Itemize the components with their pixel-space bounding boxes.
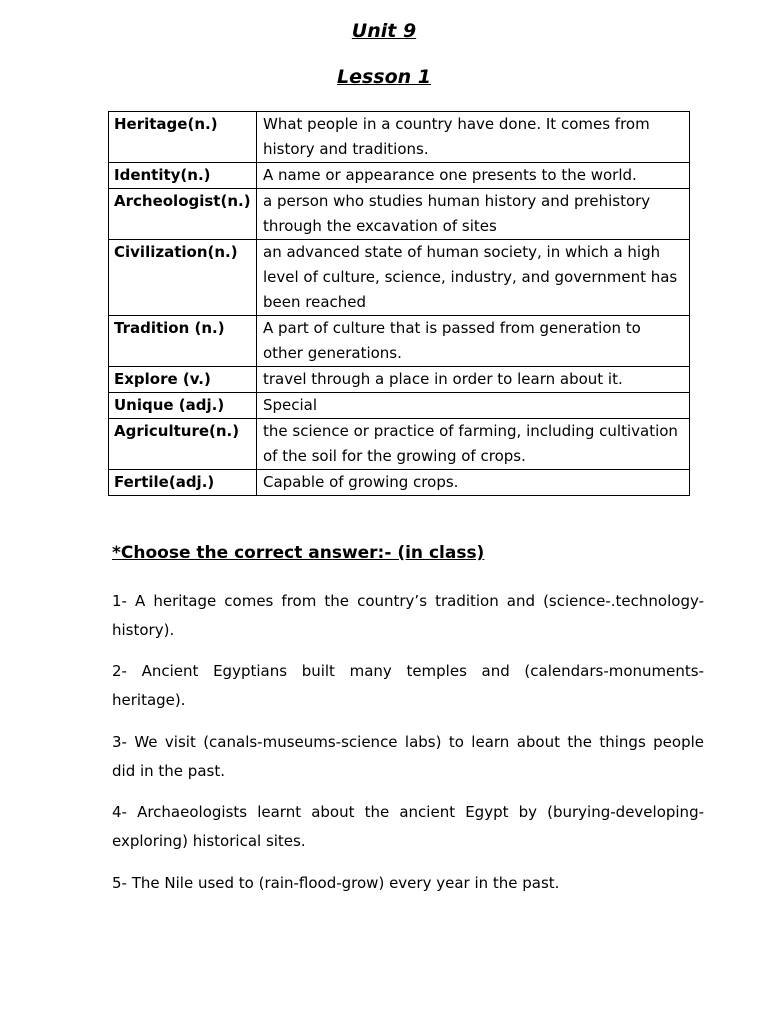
question-5: 5- The Nile used to (rain-flood-grow) every year in the past.	[112, 874, 560, 892]
table-row	[109, 240, 690, 316]
vocab-definition: A part of culture that is passed from generation to other generations.	[257, 316, 690, 367]
vocab-definition: Special	[257, 393, 690, 419]
vocab-term: Unique (adj.)	[109, 393, 257, 419]
exercise-heading: *Choose the correct answer:- (in class)	[112, 543, 485, 563]
table-row	[109, 112, 690, 163]
table-row	[109, 419, 690, 470]
vocab-term: Civilization(n.)	[109, 240, 257, 316]
question-1: 1- A heritage comes from the country’s tradition and (science-.technology-history).	[112, 592, 704, 639]
vocab-term: Tradition (n.)	[109, 316, 257, 367]
vocab-definition: Capable of growing crops.	[257, 470, 690, 496]
table-row	[109, 316, 690, 367]
vocab-definition: the science or practice of farming, including cultivation of the soil for the growing of crops.	[257, 419, 690, 470]
table-row	[109, 393, 690, 419]
unit-title: Unit 9	[351, 20, 417, 42]
question-2: 2- Ancient Egyptians built many temples and (calendars-monuments-heritage).	[112, 662, 704, 709]
question-4: 4- Archaeologists learnt about the ancient Egypt by (burying-developing-exploring) historical sites.	[112, 803, 704, 850]
vocab-term: Agriculture(n.)	[109, 419, 257, 470]
vocab-definition: A name or appearance one presents to the world.	[257, 163, 690, 189]
lesson-title: Lesson 1	[336, 66, 432, 88]
vocab-term: Explore (v.)	[109, 367, 257, 393]
vocab-definition: an advanced state of human society, in which a high level of culture, science, industry, and government has been reached	[257, 240, 690, 316]
table-row	[109, 163, 690, 189]
question-3: 3- We visit (canals-museums-science labs) to learn about the things people did in the past.	[112, 733, 704, 780]
table-row	[109, 367, 690, 393]
table-row	[109, 189, 690, 240]
vocab-term: Heritage(n.)	[109, 112, 257, 163]
vocab-definition: a person who studies human history and prehistory through the excavation of sites	[257, 189, 690, 240]
table-row	[109, 470, 690, 496]
vocab-term: Identity(n.)	[109, 163, 257, 189]
vocab-term: Archeologist(n.)	[109, 189, 257, 240]
vocab-definition: travel through a place in order to learn about it.	[257, 367, 690, 393]
vocab-term: Fertile(adj.)	[109, 470, 257, 496]
vocab-definition: What people in a country have done. It comes from history and traditions.	[257, 112, 690, 163]
vocabulary-table	[108, 111, 690, 496]
